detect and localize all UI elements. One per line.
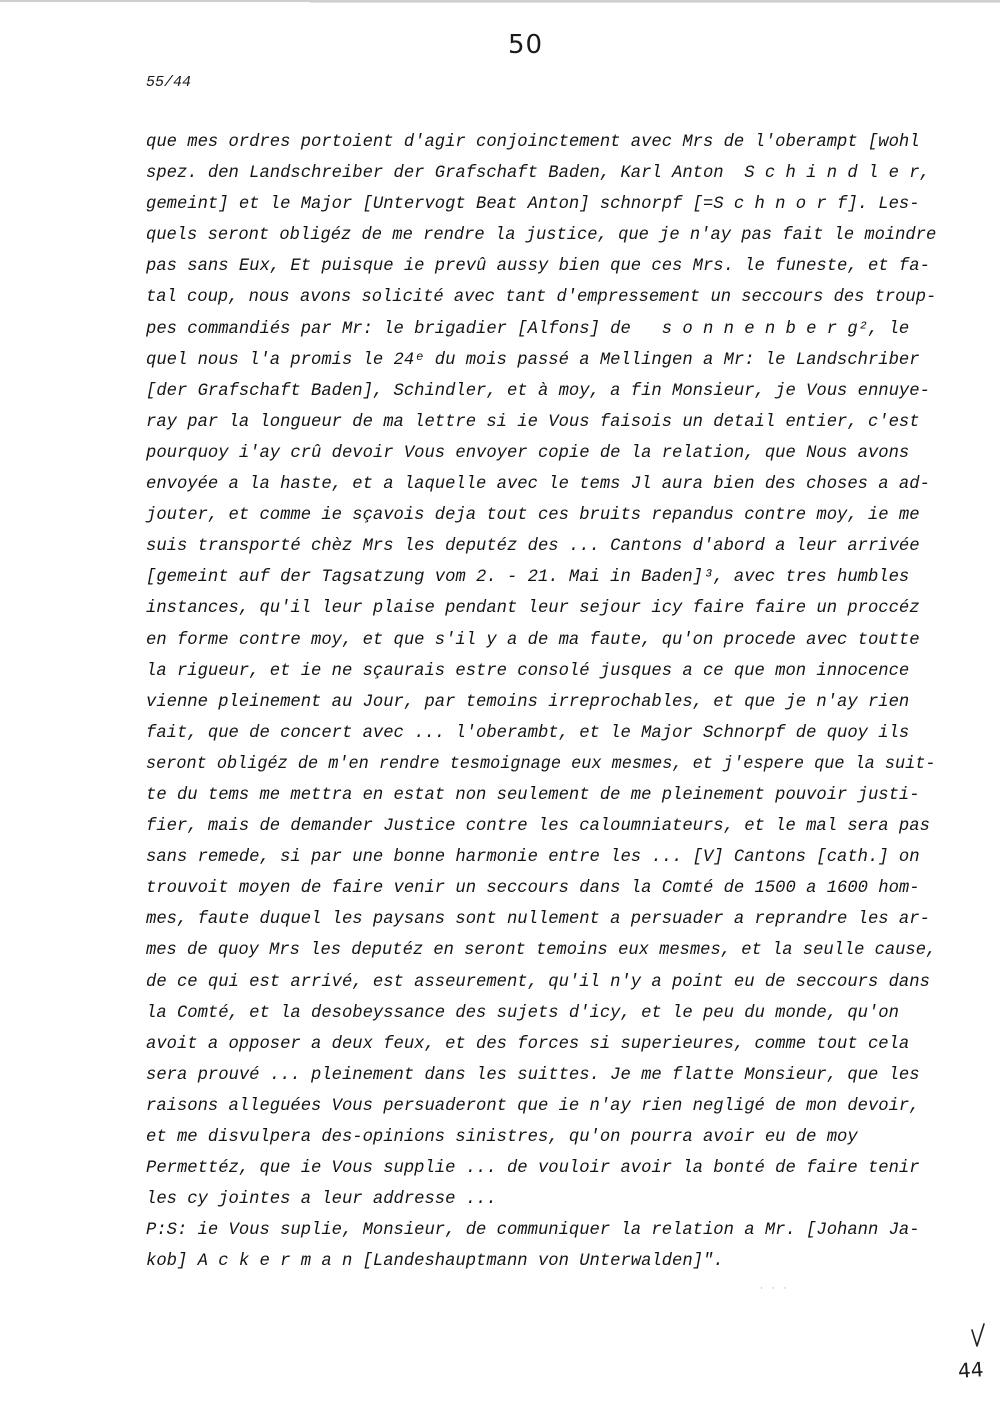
text-line: P:S: ie Vous suplie, Monsieur, de communiquer la relation a Mr. [Johann Ja- <box>146 1221 920 1241</box>
text-line: te du tems me mettra en estat non seulement de me pleinement pouvoir justi- <box>146 785 920 805</box>
text-line: pas sans Eux, Et puisque ie prevû aussy bien que ces Mrs. le funeste, et fa- <box>146 257 930 277</box>
text-line: trouvoit moyen de faire venir un seccours dans la Comté de 1500 a 1600 hom- <box>146 879 920 899</box>
text-line: pes commandiés par Mr: le brigadier [Alfons] de s o n n e n b e r g², le <box>146 319 910 339</box>
text-line: suis transporté chèz Mrs les deputéz des ... Cantons d'abord a leur arrivée <box>146 537 920 557</box>
reference-number: 55/44 <box>146 74 192 91</box>
folio-mark: 44 <box>957 1357 985 1383</box>
text-line: la rigueur, et ie ne sçaurais estre consolé jusques a ce que mon innocence <box>146 661 910 681</box>
text-line: seront obligéz de m'en rendre tesmoignage eux mesmes, et j'espere que la suit- <box>146 754 936 774</box>
text-line: [der Grafschaft Baden], Schindler, et à moy, a fin Monsieur, je Vous ennuye- <box>146 381 930 401</box>
text-line: instances, qu'il leur plaise pendant leur sejour icy faire faire un proccéz <box>146 599 920 619</box>
text-line: la Comté, et la desobeyssance des sujets d'icy, et le peu du monde, qu'on <box>146 1003 899 1023</box>
text-line: [gemeint auf der Tagsatzung vom 2. - 21. Mai in Baden]³, avec tres humbles <box>146 568 910 588</box>
text-line: quel nous l'a promis le 24ᵉ du mois passé a Mellingen a Mr: le Landschriber <box>146 350 920 370</box>
page-number: 50 <box>508 30 544 60</box>
text-line: sans remede, si par une bonne harmonie entre les ... [V] Cantons [cath.] on <box>146 848 920 868</box>
scan-specks: · · · <box>760 1284 790 1294</box>
text-line: avoit a opposer a deux feux, et des forces si superieures, comme tout cela <box>146 1034 910 1054</box>
text-line: vienne pleinement au Jour, par temoins irreprochables, et que je n'ay rien <box>146 692 910 712</box>
text-line: sera prouvé ... pleinement dans les suittes. Je me flatte Monsieur, que les <box>146 1065 920 1085</box>
text-line: mes, faute duquel les paysans sont nullement a persuader a reprandre les ar- <box>146 910 930 930</box>
text-line: de ce qui est arrivé, est asseurement, qu'il n'y a point eu de seccours dans <box>146 972 930 992</box>
scan-edge-line <box>310 2 1000 3</box>
text-line: pourquoy i'ay crû devoir Vous envoyer copie de la relation, que Nous avons <box>146 443 910 463</box>
text-line: quels seront obligéz de me rendre la justice, que je n'ay pas fait le moindre <box>146 226 937 246</box>
text-line: fait, que de concert avec ... l'oberambt, et le Major Schnorpf de quoy ils <box>146 723 910 743</box>
text-line: en forme contre moy, et que s'il y a de ma faute, qu'on procede avec toutte <box>146 630 920 650</box>
text-line: jouter, et comme ie sçavois deja tout ces bruits repandus contre moy, ie me <box>146 506 920 526</box>
text-line: envoyée a la haste, et a laquelle avec le tems Jl aura bien des choses a ad- <box>146 475 930 495</box>
text-line: et me disvulpera des-opinions sinistres, qu'on pourra avoir eu de moy <box>146 1128 858 1147</box>
text-line: kob] A c k e r m a n [Landeshauptmann von Unterwalden]". <box>146 1252 724 1272</box>
text-line: gemeint] et le Major [Untervogt Beat Anton] schnorpf [=S c h n o r f]. Les- <box>146 195 920 215</box>
text-line: Permettéz, que ie Vous supplie ... de vouloir avoir la bonté de faire tenir <box>146 1159 920 1179</box>
text-line: tal coup, nous avons solicité avec tant d'empressement un seccours des troup- <box>146 288 937 308</box>
check-mark-icon <box>970 1322 986 1350</box>
text-line: que mes ordres portoient d'agir conjoinctement avec Mrs de l'oberampt [wohl <box>146 133 920 152</box>
text-line: ray par la longueur de ma lettre si ie Vous faisois un detail entier, c'est <box>146 412 920 432</box>
text-line: mes de quoy Mrs les deputéz en seront temoins eux mesmes, et la seulle cause, <box>146 941 937 961</box>
letter-body <box>146 127 936 1277</box>
text-line: raisons alleguées Vous persuaderont que ie n'ay rien negligé de mon devoir, <box>146 1096 920 1116</box>
text-line: spez. den Landschreiber der Grafschaft Baden, Karl Anton S c h i n d l e r, <box>146 164 930 184</box>
text-line: fier, mais de demander Justice contre les caloumniateurs, et le mal sera pas <box>146 817 930 837</box>
text-line: les cy jointes a leur addresse ... <box>146 1190 497 1210</box>
